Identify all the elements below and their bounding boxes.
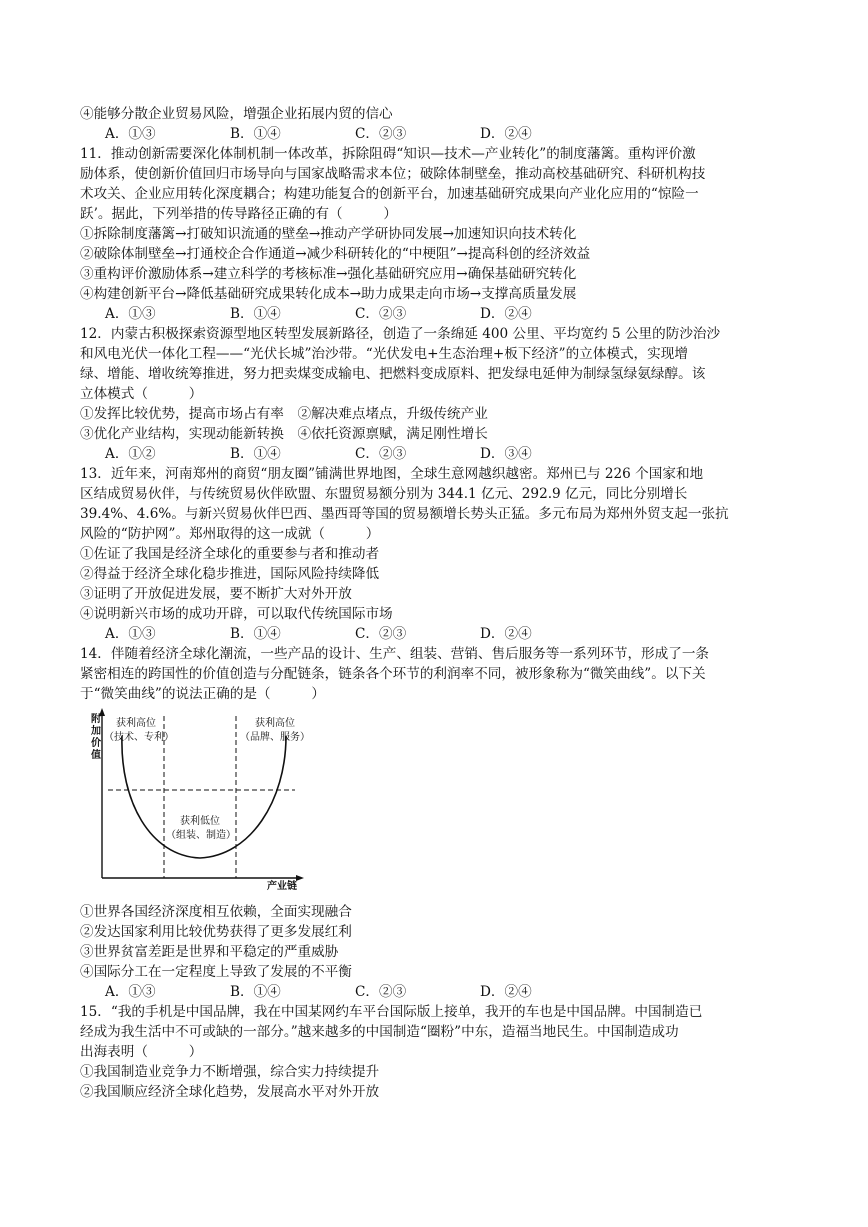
q11-stem-line: 跃’。据此，下列举措的传导路径正确的有（ ） xyxy=(80,206,397,222)
q11-item-3: ③重构评价激励体系→建立科学的考核标准→强化基础研究应用→确保基础研究转化 xyxy=(80,266,577,282)
left-label-1: 获利高位 xyxy=(116,718,156,729)
option-b[interactable]: B．①④ xyxy=(230,306,281,322)
q14-item-1: ①世界各国经济深度相互依赖，全面实现融合 xyxy=(80,904,352,920)
option-a[interactable]: A．①③ xyxy=(105,984,156,1000)
q13-item-4: ④说明新兴市场的成功开辟，可以取代传统国际市场 xyxy=(80,606,393,622)
option-b[interactable]: B．①④ xyxy=(230,126,281,142)
option-d[interactable]: D．②④ xyxy=(480,126,532,142)
question-15 xyxy=(80,1002,790,1102)
option-d[interactable]: D．②④ xyxy=(480,984,532,1000)
q14-item-4: ④国际分工在一定程度上导致了发展的不平衡 xyxy=(80,964,352,980)
exam-page xyxy=(80,104,790,1102)
option-c[interactable]: C．②③ xyxy=(355,446,407,462)
option-a[interactable]: A．①② xyxy=(105,446,156,462)
q11-item-2: ②破除体制壁垒→打通校企合作通道→减少科研转化的“中梗阻”→提高科创的经济效益 xyxy=(80,246,591,262)
q14-options xyxy=(80,982,790,1002)
q14-stem-line: 紧密相连的跨国性的价值创造与分配链条，链条各个环节的利润率不同，被形象称为“微笑曲线”。以下关 xyxy=(80,666,706,682)
option-b[interactable]: B．①④ xyxy=(230,626,281,642)
q11-stem-line: 11．推动创新需要深化体制机制一体改革，拆除阻碍“知识—技术—产业转化”的制度藩篱。重构评价激 xyxy=(80,146,696,162)
option-d[interactable]: D．②④ xyxy=(480,626,532,642)
option-c[interactable]: C．②③ xyxy=(355,306,407,322)
option-b[interactable]: B．①④ xyxy=(230,446,281,462)
option-c[interactable]: C．②③ xyxy=(355,126,407,142)
q13-options xyxy=(80,624,790,644)
q15-stem-line: 出海表明（ ） xyxy=(80,1044,203,1060)
q11-item-4: ④构建创新平台→降低基础研究成果转化成本→助力成果走向市场→支撑高质量发展 xyxy=(80,286,577,302)
option-a[interactable]: A．①③ xyxy=(105,306,156,322)
q12-stem-line: 和风电光伏一体化工程——“光伏长城”治沙带。“光伏发电+生态治理+板下经济”的立体模式，实现增 xyxy=(80,346,688,362)
option-d[interactable]: D．③④ xyxy=(480,446,532,462)
q15-item-2: ②我国顺应经济全球化趋势，发展高水平对外开放 xyxy=(80,1084,380,1100)
right-label-2: （品牌、服务） xyxy=(240,732,310,743)
question-13 xyxy=(80,464,790,644)
option-c[interactable]: C．②③ xyxy=(355,626,407,642)
q10-options xyxy=(80,124,790,144)
option-b[interactable]: B．①④ xyxy=(230,984,281,1000)
q12-stem-line: 绿、增能、增收统筹推进，努力把卖煤变成输电、把燃料变成原料、把发绿电延伸为制绿氢绿氨绿醇。该 xyxy=(80,366,706,382)
question-12 xyxy=(80,324,790,464)
x-axis-label: 产业链 xyxy=(267,881,297,892)
q15-stem-line: 经成为我生活中不可或缺的一部分。”越来越多的中国制造“圈粉”中东，造福当地民生。中国制造成功 xyxy=(80,1024,679,1040)
q14-stem-line: 14．伴随着经济全球化潮流，一些产品的设计、生产、组装、营销、售后服务等一系列环节，形成了一条 xyxy=(80,646,710,662)
option-d[interactable]: D．②④ xyxy=(480,306,532,322)
q13-stem-line: 39.4%、4.6%。与新兴贸易伙伴巴西、墨西哥等国的贸易额增长势头正猛。多元布局为郑州外贸支起一张抗 xyxy=(80,506,729,522)
bottom-label-2: （组装、制造） xyxy=(166,830,236,841)
q10-item-4: ④能够分散企业贸易风险，增强企业拓展内贸的信心 xyxy=(80,106,393,122)
smile-curve-figure xyxy=(90,706,320,898)
q13-stem-line: 13．近年来，河南郑州的商贸“朋友圈”铺满世界地图，全球生意网越织越密。郑州已与 226 个国家和地 xyxy=(80,466,704,482)
q14-item-3: ③世界贫富差距是世界和平稳定的严重威胁 xyxy=(80,944,339,960)
q15-stem-line: 15．“我的手机是中国品牌，我在中国某网约车平台国际版上接单，我开的车也是中国品牌。中国制造已 xyxy=(80,1004,703,1020)
option-a[interactable]: A．①③ xyxy=(105,626,156,642)
left-label-2: （技术、专利） xyxy=(104,732,174,743)
q14-stem-line: 于“微笑曲线”的说法正确的是（ ） xyxy=(80,686,325,702)
q13-item-3: ③证明了开放促进发展，要不断扩大对外开放 xyxy=(80,586,352,602)
right-label-1: 获利高位 xyxy=(255,718,295,729)
q13-item-1: ①佐证了我国是经济全球化的重要参与者和推动者 xyxy=(80,546,380,562)
question-11 xyxy=(80,144,790,324)
y-axis-label: 附加价值 xyxy=(91,714,101,761)
q14-item-2: ②发达国家利用比较优势获得了更多发展红利 xyxy=(80,924,352,940)
q15-item-1: ①我国制造业竞争力不断增强，综合实力持续提升 xyxy=(80,1064,380,1080)
q12-items-3-4: ③优化产业结构，实现动能新转换 ④依托资源禀赋，满足刚性增长 xyxy=(80,426,488,442)
q11-options xyxy=(80,304,790,324)
bottom-label-1: 获利低位 xyxy=(180,816,220,827)
q12-stem-line: 立体模式（ ） xyxy=(80,386,203,402)
q13-item-2: ②得益于经济全球化稳步推进，国际风险持续降低 xyxy=(80,566,380,582)
q11-stem-line: 术攻关、企业应用转化深度耦合；构建功能复合的创新平台，加速基础研究成果向产业化应用的“惊险一 xyxy=(80,186,699,202)
q13-stem-line: 区结成贸易伙伴，与传统贸易伙伴欧盟、东盟贸易额分别为 344.1 亿元、292.9 亿元，同比分别增长 xyxy=(80,486,688,502)
question-14 xyxy=(80,644,790,1002)
q13-stem-line: 风险的“防护网”。郑州取得的这一成就（ ） xyxy=(80,526,380,542)
q12-items-1-2: ①发挥比较优势，提高市场占有率 ②解决难点堵点，升级传统产业 xyxy=(80,406,488,422)
q12-options xyxy=(80,444,790,464)
q11-stem-line: 励体系，使创新价值回归市场导向与国家战略需求本位；破除体制壁垒，推动高校基础研究、科研机构技 xyxy=(80,166,706,182)
option-a[interactable]: A．①③ xyxy=(105,126,156,142)
q12-stem-line: 12．内蒙古积极探索资源型地区转型发展新路径，创造了一条绵延 400 公里、平均宽约 5 公里的防沙治沙 xyxy=(80,326,721,342)
q11-item-1: ①拆除制度藩篱→打破知识流通的壁垒→推动产学研协同发展→加速知识向技术转化 xyxy=(80,226,577,242)
option-c[interactable]: C．②③ xyxy=(355,984,407,1000)
